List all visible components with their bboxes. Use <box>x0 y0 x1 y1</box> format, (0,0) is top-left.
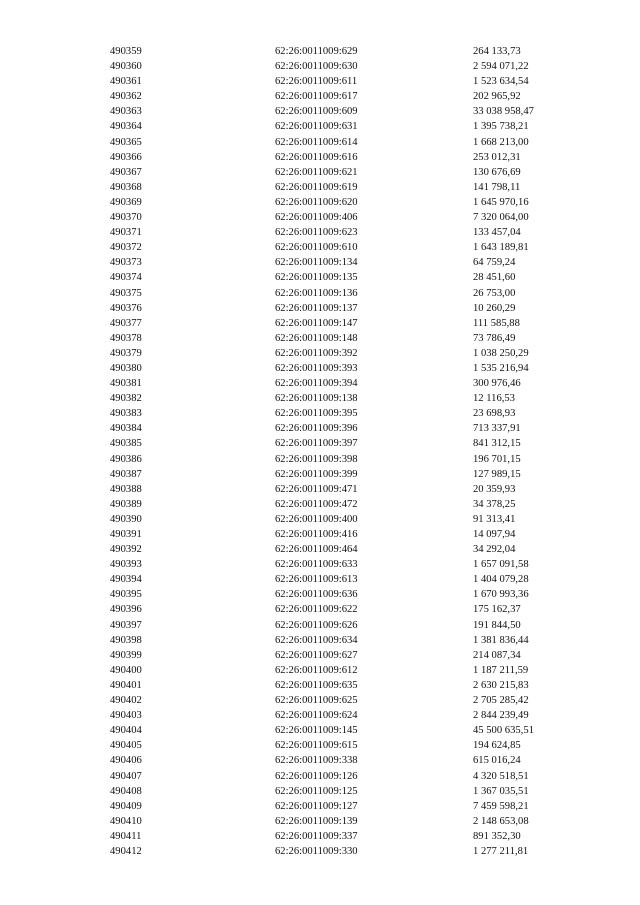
row-number: 490364 <box>110 121 142 133</box>
table-row <box>0 210 640 225</box>
row-number: 490383 <box>110 408 142 420</box>
value-amount: 7 459 598,21 <box>473 800 529 812</box>
value-amount: 214 087,34 <box>473 649 521 661</box>
cadastral-number: 62:26:0011009:620 <box>275 196 358 208</box>
row-number: 490387 <box>110 468 142 480</box>
value-amount: 133 457,04 <box>473 227 521 239</box>
table-row <box>0 331 640 346</box>
value-amount: 7 320 064,00 <box>473 212 529 224</box>
cadastral-number: 62:26:0011009:616 <box>275 151 358 163</box>
row-number: 490367 <box>110 166 142 178</box>
cadastral-number: 62:26:0011009:398 <box>275 453 358 465</box>
row-number: 490361 <box>110 76 142 88</box>
table-row <box>0 135 640 150</box>
value-amount: 194 624,85 <box>473 740 521 752</box>
row-number: 490392 <box>110 544 142 556</box>
row-number: 490398 <box>110 634 142 646</box>
table-row <box>0 844 640 859</box>
row-number: 490400 <box>110 664 142 676</box>
row-number: 490376 <box>110 302 142 314</box>
row-number: 490395 <box>110 589 142 601</box>
table-row <box>0 286 640 301</box>
value-amount: 2 630 215,83 <box>473 679 529 691</box>
cadastral-number: 62:26:0011009:145 <box>275 725 358 737</box>
table-row <box>0 180 640 195</box>
row-number: 490381 <box>110 378 142 390</box>
row-number: 490394 <box>110 574 142 586</box>
value-amount: 141 798,11 <box>473 181 521 193</box>
row-number: 490397 <box>110 619 142 631</box>
row-number: 490391 <box>110 529 142 540</box>
cadastral-number: 62:26:0011009:471 <box>275 483 358 495</box>
cadastral-number: 62:26:0011009:609 <box>275 106 358 118</box>
table-row <box>0 648 640 663</box>
table-row <box>0 527 640 542</box>
cadastral-number: 62:26:0011009:127 <box>275 800 358 812</box>
cadastral-number: 62:26:0011009:630 <box>275 61 358 73</box>
cadastral-number: 62:26:0011009:338 <box>275 755 358 767</box>
table-row <box>0 799 640 814</box>
value-amount: 14 097,94 <box>473 529 516 540</box>
value-amount: 1 187 211,59 <box>473 664 529 676</box>
cadastral-number: 62:26:0011009:615 <box>275 740 358 752</box>
value-amount: 300 976,46 <box>473 378 521 390</box>
table-row <box>0 723 640 738</box>
data-table <box>0 44 640 859</box>
row-number: 490370 <box>110 212 142 224</box>
table-row <box>0 165 640 180</box>
row-number: 490369 <box>110 196 142 208</box>
row-number: 490405 <box>110 740 142 752</box>
table-row <box>0 512 640 527</box>
row-number: 490362 <box>110 91 142 103</box>
row-number: 490386 <box>110 453 142 465</box>
cadastral-number: 62:26:0011009:125 <box>275 785 358 797</box>
cadastral-number: 62:26:0011009:337 <box>275 830 358 842</box>
value-amount: 111 585,88 <box>473 317 520 329</box>
cadastral-number: 62:26:0011009:613 <box>275 574 358 586</box>
table-row <box>0 376 640 391</box>
row-number: 490389 <box>110 498 142 510</box>
value-amount: 2 705 285,42 <box>473 695 529 707</box>
table-row <box>0 618 640 633</box>
value-amount: 2 148 653,08 <box>473 815 529 827</box>
cadastral-number: 62:26:0011009:135 <box>275 272 358 284</box>
value-amount: 1 668 213,00 <box>473 136 529 148</box>
table-row <box>0 452 640 467</box>
row-number: 490396 <box>110 604 142 616</box>
cadastral-number: 62:26:0011009:636 <box>275 589 358 601</box>
value-amount: 2 594 071,22 <box>473 61 529 73</box>
row-number: 490366 <box>110 151 142 163</box>
table-row <box>0 587 640 602</box>
table-row <box>0 74 640 89</box>
table-row <box>0 557 640 572</box>
table-row <box>0 44 640 59</box>
row-number: 490390 <box>110 513 142 525</box>
row-number: 490384 <box>110 423 142 435</box>
row-number: 490375 <box>110 287 142 299</box>
value-amount: 891 352,30 <box>473 830 521 842</box>
cadastral-number: 62:26:0011009:148 <box>275 332 358 344</box>
value-amount: 1 657 091,58 <box>473 559 529 571</box>
table-row <box>0 572 640 587</box>
table-row <box>0 119 640 134</box>
value-amount: 34 378,25 <box>473 498 516 510</box>
value-amount: 175 162,37 <box>473 604 521 616</box>
value-amount: 1 670 993,36 <box>473 589 529 601</box>
table-row <box>0 633 640 648</box>
value-amount: 1 643 189,81 <box>473 242 529 254</box>
row-number: 490403 <box>110 710 142 722</box>
row-number: 490371 <box>110 227 142 239</box>
value-amount: 264 133,73 <box>473 46 521 57</box>
cadastral-number: 62:26:0011009:610 <box>275 242 358 254</box>
value-amount: 28 451,60 <box>473 272 516 284</box>
row-number: 490404 <box>110 725 142 737</box>
table-row <box>0 406 640 421</box>
value-amount: 1 523 634,54 <box>473 76 529 88</box>
row-number: 490411 <box>110 830 142 842</box>
row-number: 490401 <box>110 679 142 691</box>
value-amount: 12 116,53 <box>473 393 515 405</box>
value-amount: 1 381 836,44 <box>473 634 529 646</box>
table-row <box>0 301 640 316</box>
cadastral-number: 62:26:0011009:622 <box>275 604 358 616</box>
cadastral-number: 62:26:0011009:472 <box>275 498 358 510</box>
row-number: 490377 <box>110 317 142 329</box>
row-number: 490373 <box>110 257 142 269</box>
cadastral-number: 62:26:0011009:393 <box>275 362 358 374</box>
table-row <box>0 391 640 406</box>
table-row <box>0 225 640 240</box>
value-amount: 91 313,41 <box>473 513 516 525</box>
table-row <box>0 150 640 165</box>
row-number: 490406 <box>110 755 142 767</box>
table-row <box>0 602 640 617</box>
cadastral-number: 62:26:0011009:631 <box>275 121 358 133</box>
table-row <box>0 436 640 451</box>
cadastral-number: 62:26:0011009:395 <box>275 408 358 420</box>
cadastral-number: 62:26:0011009:392 <box>275 347 358 359</box>
cadastral-number: 62:26:0011009:623 <box>275 227 358 239</box>
cadastral-number: 62:26:0011009:139 <box>275 815 358 827</box>
value-amount: 202 965,92 <box>473 91 521 103</box>
value-amount: 4 320 518,51 <box>473 770 529 782</box>
cadastral-number: 62:26:0011009:137 <box>275 302 358 314</box>
cadastral-number: 62:26:0011009:635 <box>275 679 358 691</box>
value-amount: 1 277 211,81 <box>473 845 529 857</box>
cadastral-number: 62:26:0011009:617 <box>275 91 358 103</box>
row-number: 490379 <box>110 347 142 359</box>
cadastral-number: 62:26:0011009:396 <box>275 423 358 435</box>
table-row <box>0 542 640 557</box>
table-row <box>0 240 640 255</box>
cadastral-number: 62:26:0011009:416 <box>275 529 358 540</box>
value-amount: 127 989,15 <box>473 468 521 480</box>
cadastral-number: 62:26:0011009:400 <box>275 513 358 525</box>
cadastral-number: 62:26:0011009:629 <box>275 46 358 57</box>
value-amount: 1 535 216,94 <box>473 362 529 374</box>
table-row <box>0 738 640 753</box>
row-number: 490382 <box>110 393 142 405</box>
cadastral-number: 62:26:0011009:612 <box>275 664 358 676</box>
value-amount: 33 038 958,47 <box>473 106 534 118</box>
row-number: 490368 <box>110 181 142 193</box>
table-row <box>0 421 640 436</box>
cadastral-number: 62:26:0011009:626 <box>275 619 358 631</box>
value-amount: 64 759,24 <box>473 257 516 269</box>
table-row <box>0 708 640 723</box>
row-number: 490402 <box>110 695 142 707</box>
row-number: 490409 <box>110 800 142 812</box>
cadastral-number: 62:26:0011009:136 <box>275 287 358 299</box>
cadastral-number: 62:26:0011009:464 <box>275 544 358 556</box>
row-number: 490399 <box>110 649 142 661</box>
value-amount: 1 038 250,29 <box>473 347 529 359</box>
value-amount: 1 395 738,21 <box>473 121 529 133</box>
cadastral-number: 62:26:0011009:138 <box>275 393 358 405</box>
table-row <box>0 693 640 708</box>
cadastral-number: 62:26:0011009:330 <box>275 845 358 857</box>
value-amount: 45 500 635,51 <box>473 725 534 737</box>
table-row <box>0 361 640 376</box>
value-amount: 130 676,69 <box>473 166 521 178</box>
cadastral-number: 62:26:0011009:633 <box>275 559 358 571</box>
value-amount: 10 260,29 <box>473 302 516 314</box>
value-amount: 841 312,15 <box>473 438 521 450</box>
value-amount: 615 016,24 <box>473 755 521 767</box>
cadastral-number: 62:26:0011009:627 <box>275 649 358 661</box>
value-amount: 73 786,49 <box>473 332 516 344</box>
cadastral-number: 62:26:0011009:394 <box>275 378 358 390</box>
table-row <box>0 814 640 829</box>
value-amount: 191 844,50 <box>473 619 521 631</box>
table-row <box>0 769 640 784</box>
table-row <box>0 497 640 512</box>
cadastral-number: 62:26:0011009:397 <box>275 438 358 450</box>
table-row <box>0 89 640 104</box>
row-number: 490407 <box>110 770 142 782</box>
table-row <box>0 784 640 799</box>
cadastral-number: 62:26:0011009:625 <box>275 695 358 707</box>
table-row <box>0 316 640 331</box>
table-row <box>0 829 640 844</box>
value-amount: 26 753,00 <box>473 287 516 299</box>
row-number: 490372 <box>110 242 142 254</box>
cadastral-number: 62:26:0011009:147 <box>275 317 358 329</box>
row-number: 490408 <box>110 785 142 797</box>
value-amount: 2 844 239,49 <box>473 710 529 722</box>
row-number: 490363 <box>110 106 142 118</box>
value-amount: 1 404 079,28 <box>473 574 529 586</box>
cadastral-number: 62:26:0011009:399 <box>275 468 358 480</box>
value-amount: 20 359,93 <box>473 483 516 495</box>
cadastral-number: 62:26:0011009:611 <box>275 76 358 88</box>
row-number: 490410 <box>110 815 142 827</box>
table-row <box>0 255 640 270</box>
table-row <box>0 467 640 482</box>
cadastral-number: 62:26:0011009:621 <box>275 166 358 178</box>
table-row <box>0 346 640 361</box>
row-number: 490365 <box>110 136 142 148</box>
value-amount: 196 701,15 <box>473 453 521 465</box>
table-row <box>0 482 640 497</box>
cadastral-number: 62:26:0011009:126 <box>275 770 358 782</box>
table-row <box>0 59 640 74</box>
value-amount: 23 698,93 <box>473 408 516 420</box>
table-row <box>0 753 640 768</box>
table-row <box>0 678 640 693</box>
row-number: 490393 <box>110 559 142 571</box>
value-amount: 1 367 035,51 <box>473 785 529 797</box>
cadastral-number: 62:26:0011009:634 <box>275 634 358 646</box>
row-number: 490412 <box>110 845 142 857</box>
row-number: 490388 <box>110 483 142 495</box>
cadastral-number: 62:26:0011009:619 <box>275 181 358 193</box>
table-row <box>0 195 640 210</box>
value-amount: 253 012,31 <box>473 151 521 163</box>
row-number: 490360 <box>110 61 142 73</box>
table-row <box>0 104 640 119</box>
row-number: 490380 <box>110 362 142 374</box>
cadastral-number: 62:26:0011009:614 <box>275 136 358 148</box>
row-number: 490374 <box>110 272 142 284</box>
row-number: 490385 <box>110 438 142 450</box>
table-row <box>0 663 640 678</box>
value-amount: 713 337,91 <box>473 423 521 435</box>
row-number: 490378 <box>110 332 142 344</box>
value-amount: 34 292,04 <box>473 544 516 556</box>
cadastral-number: 62:26:0011009:134 <box>275 257 358 269</box>
table-row <box>0 270 640 285</box>
value-amount: 1 645 970,16 <box>473 196 529 208</box>
cadastral-number: 62:26:0011009:406 <box>275 212 358 224</box>
cadastral-number: 62:26:0011009:624 <box>275 710 358 722</box>
row-number: 490359 <box>110 46 142 57</box>
